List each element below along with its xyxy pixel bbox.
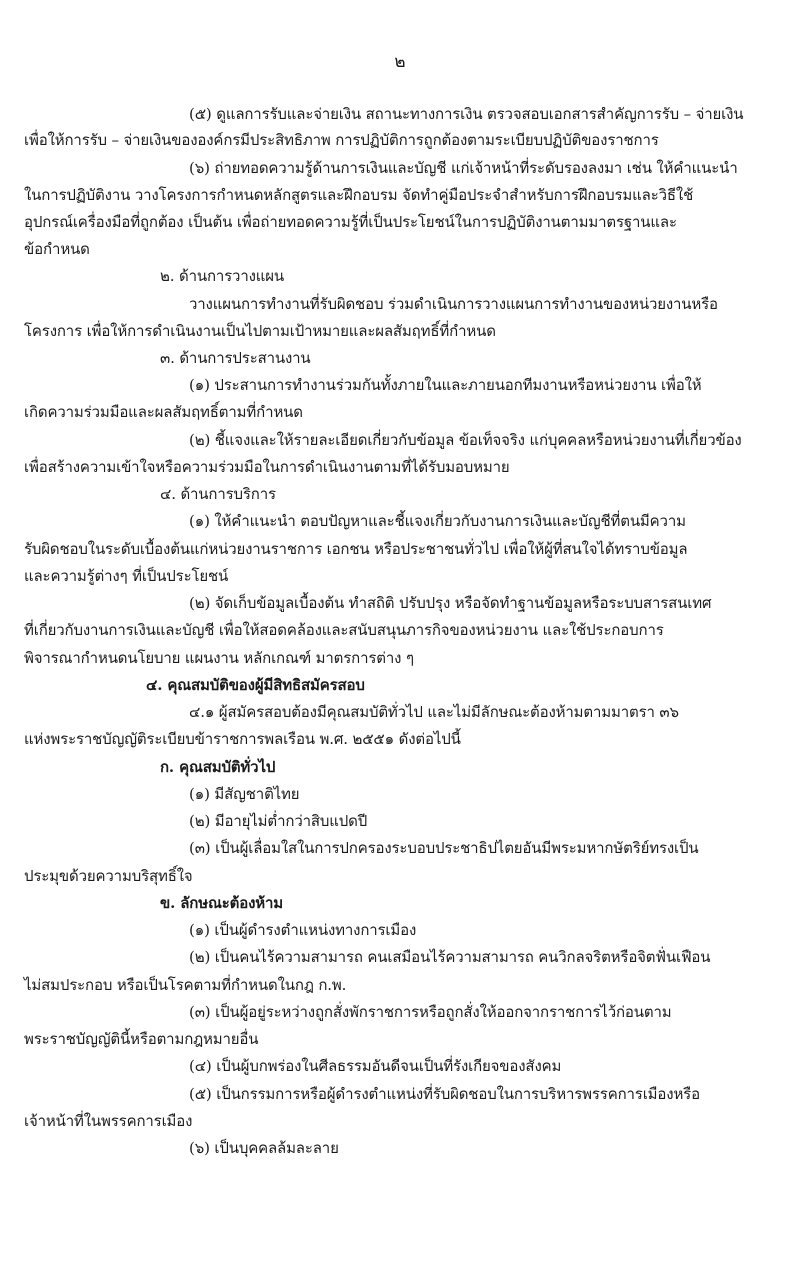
text-line: อุปกรณ์เครื่องมือที่ถูกต้อง เป็นต้น เพื่อถ่ายทอดความรู้ที่เป็นประโยชน์ในการปฏิบัติงานตามมาตรฐานและ [24,213,677,231]
text-line: (๑) เป็นผู้ดำรงตำแหน่งทางการเมือง [189,921,417,939]
text-line: (๒) ชี้แจงและให้รายละเอียดเกี่ยวกับข้อมูล ข้อเท็จจริง แก่บุคคลหรือหน่วยงานที่เกี่ยวข้อง [189,431,742,449]
text-line: พระราชบัญญัตินี้หรือตามกฎหมายอื่น [24,1030,259,1048]
text-line: (๓) เป็นผู้อยู่ระหว่างถูกสั่งพักราชการหรือถูกสั่งให้ออกจากราชการไว้ก่อนตาม [189,1003,672,1021]
text-line: (๔) เป็นผู้บกพร่องในศีลธรรมอันดีจนเป็นที่รังเกียจของสังคม [189,1057,562,1075]
text-line: (๒) เป็นคนไร้ความสามารถ คนเสมือนไร้ความสามารถ คนวิกลจริตหรือจิตฟั่นเฟือน [189,948,711,966]
text-line: ที่เกี่ยวกับงานการเงินและบัญชี เพื่อให้สอดคล้องและสนับสนุนภารกิจของหน่วยงาน และใช้ประกอบการ [24,621,664,639]
text-line: (๑) ให้คำแนะนำ ตอบปัญหาและชี้แจงเกี่ยวกับงานการเงินและบัญชีที่ตนมีความ [189,512,686,530]
text-line: (๓) เป็นผู้เลื่อมใสในการปกครองระบอบประชาธิปไตยอันมีพระมหากษัตริย์ทรงเป็น [189,839,699,857]
text-line: (๕) เป็นกรรมการหรือผู้ดำรงตำแหน่งที่รับผิดชอบในการบริหารพรรคการเมืองหรือ [189,1085,700,1103]
text-line: ไม่สมประกอบ หรือเป็นโรคตามที่กำหนดในกฎ ก.พ. [24,976,347,994]
text-line: (๖) ถ่ายทอดความรู้ด้านการเงินและบัญชี แก่เจ้าหน้าที่ระดับรองลงมา เช่น ให้คำแนะนำ [189,159,738,177]
text-line: (๕) ดูแลการรับและจ่ายเงิน สถานะทางการเงิน ตรวจสอบเอกสารสำคัญการรับ – จ่ายเงิน [189,105,744,123]
text-line: ประมุขด้วยความบริสุทธิ์ใจ [24,867,193,885]
text-line: ๔.๑ ผู้สมัครสอบต้องมีคุณสมบัติทั่วไป และไม่มีลักษณะต้องห้ามตามมาตรา ๓๖ [189,703,679,721]
text-line: วางแผนการทำงานที่รับผิดชอบ ร่วมดำเนินการวางแผนการทำงานของหน่วยงานหรือ [189,295,718,313]
text-line: (๑) ประสานการทำงานร่วมกันทั้งภายในและภายนอกทีมงานหรือหน่วยงาน เพื่อให้ [189,376,702,394]
text-line: แห่งพระราชบัญญัติระเบียบข้าราชการพลเรือน พ.ศ. ๒๕๕๑ ดังต่อไปนี้ [24,730,461,748]
section-heading: ๔. คุณสมบัติของผู้มีสิทธิสมัครสอบ [146,676,365,694]
subsection-heading: ข. ลักษณะต้องห้าม [160,894,284,912]
text-line: โครงการ เพื่อให้การดำเนินงานเป็นไปตามเป้าหมายและผลสัมฤทธิ์ที่กำหนด [24,322,496,340]
text-line: (๒) จัดเก็บข้อมูลเบื้องต้น ทำสถิติ ปรับปรุง หรือจัดทำฐานข้อมูลหรือระบบสารสนเทศ [189,594,712,612]
text-line: รับผิดชอบในระดับเบื้องต้นแก่หน่วยงานราชการ เอกชน หรือประชาชนทั่วไป เพื่อให้ผู้ที่สนใจได้ทราบข้อมูล [24,540,688,558]
section-heading: ๒. ด้านการวางแผน [160,267,285,285]
text-line: เพื่อให้การรับ – จ่ายเงินขององค์กรมีประสิทธิภาพ การปฏิบัติการถูกต้องตามระเบียบปฏิบัติของราชการ [24,131,659,149]
text-line: เกิดความร่วมมือและผลสัมฤทธิ์ตามที่กำหนด [24,403,303,421]
text-line: และความรู้ต่างๆ ที่เป็นประโยชน์ [24,567,229,585]
text-line: (๒) มีอายุไม่ต่ำกว่าสิบแปดปี [189,812,368,830]
section-heading: ๓. ด้านการประสานงาน [160,349,311,367]
text-line: ข้อกำหนด [24,240,90,258]
text-line: พิจารณากำหนดนโยบาย แผนงาน หลักเกณฑ์ มาตรการต่าง ๆ [24,649,414,667]
page-number: ๒ [394,52,406,72]
text-line: (๑) มีสัญชาติไทย [189,785,300,803]
text-line: เจ้าหน้าที่ในพรรคการเมือง [24,1112,193,1130]
section-heading: ๔. ด้านการบริการ [160,485,276,503]
text-line: ในการปฏิบัติงาน วางโครงการกำหนดหลักสูตรและฝึกอบรม จัดทำคู่มือประจำสำหรับการฝึกอบรมและวิธีใช้ [24,186,694,204]
text-line: เพื่อสร้างความเข้าใจหรือความร่วมมือในการดำเนินงานตามที่ได้รับมอบหมาย [24,458,510,476]
text-line: (๖) เป็นบุคคลล้มละลาย [189,1139,339,1157]
subsection-heading: ก. คุณสมบัติทั่วไป [160,758,276,776]
